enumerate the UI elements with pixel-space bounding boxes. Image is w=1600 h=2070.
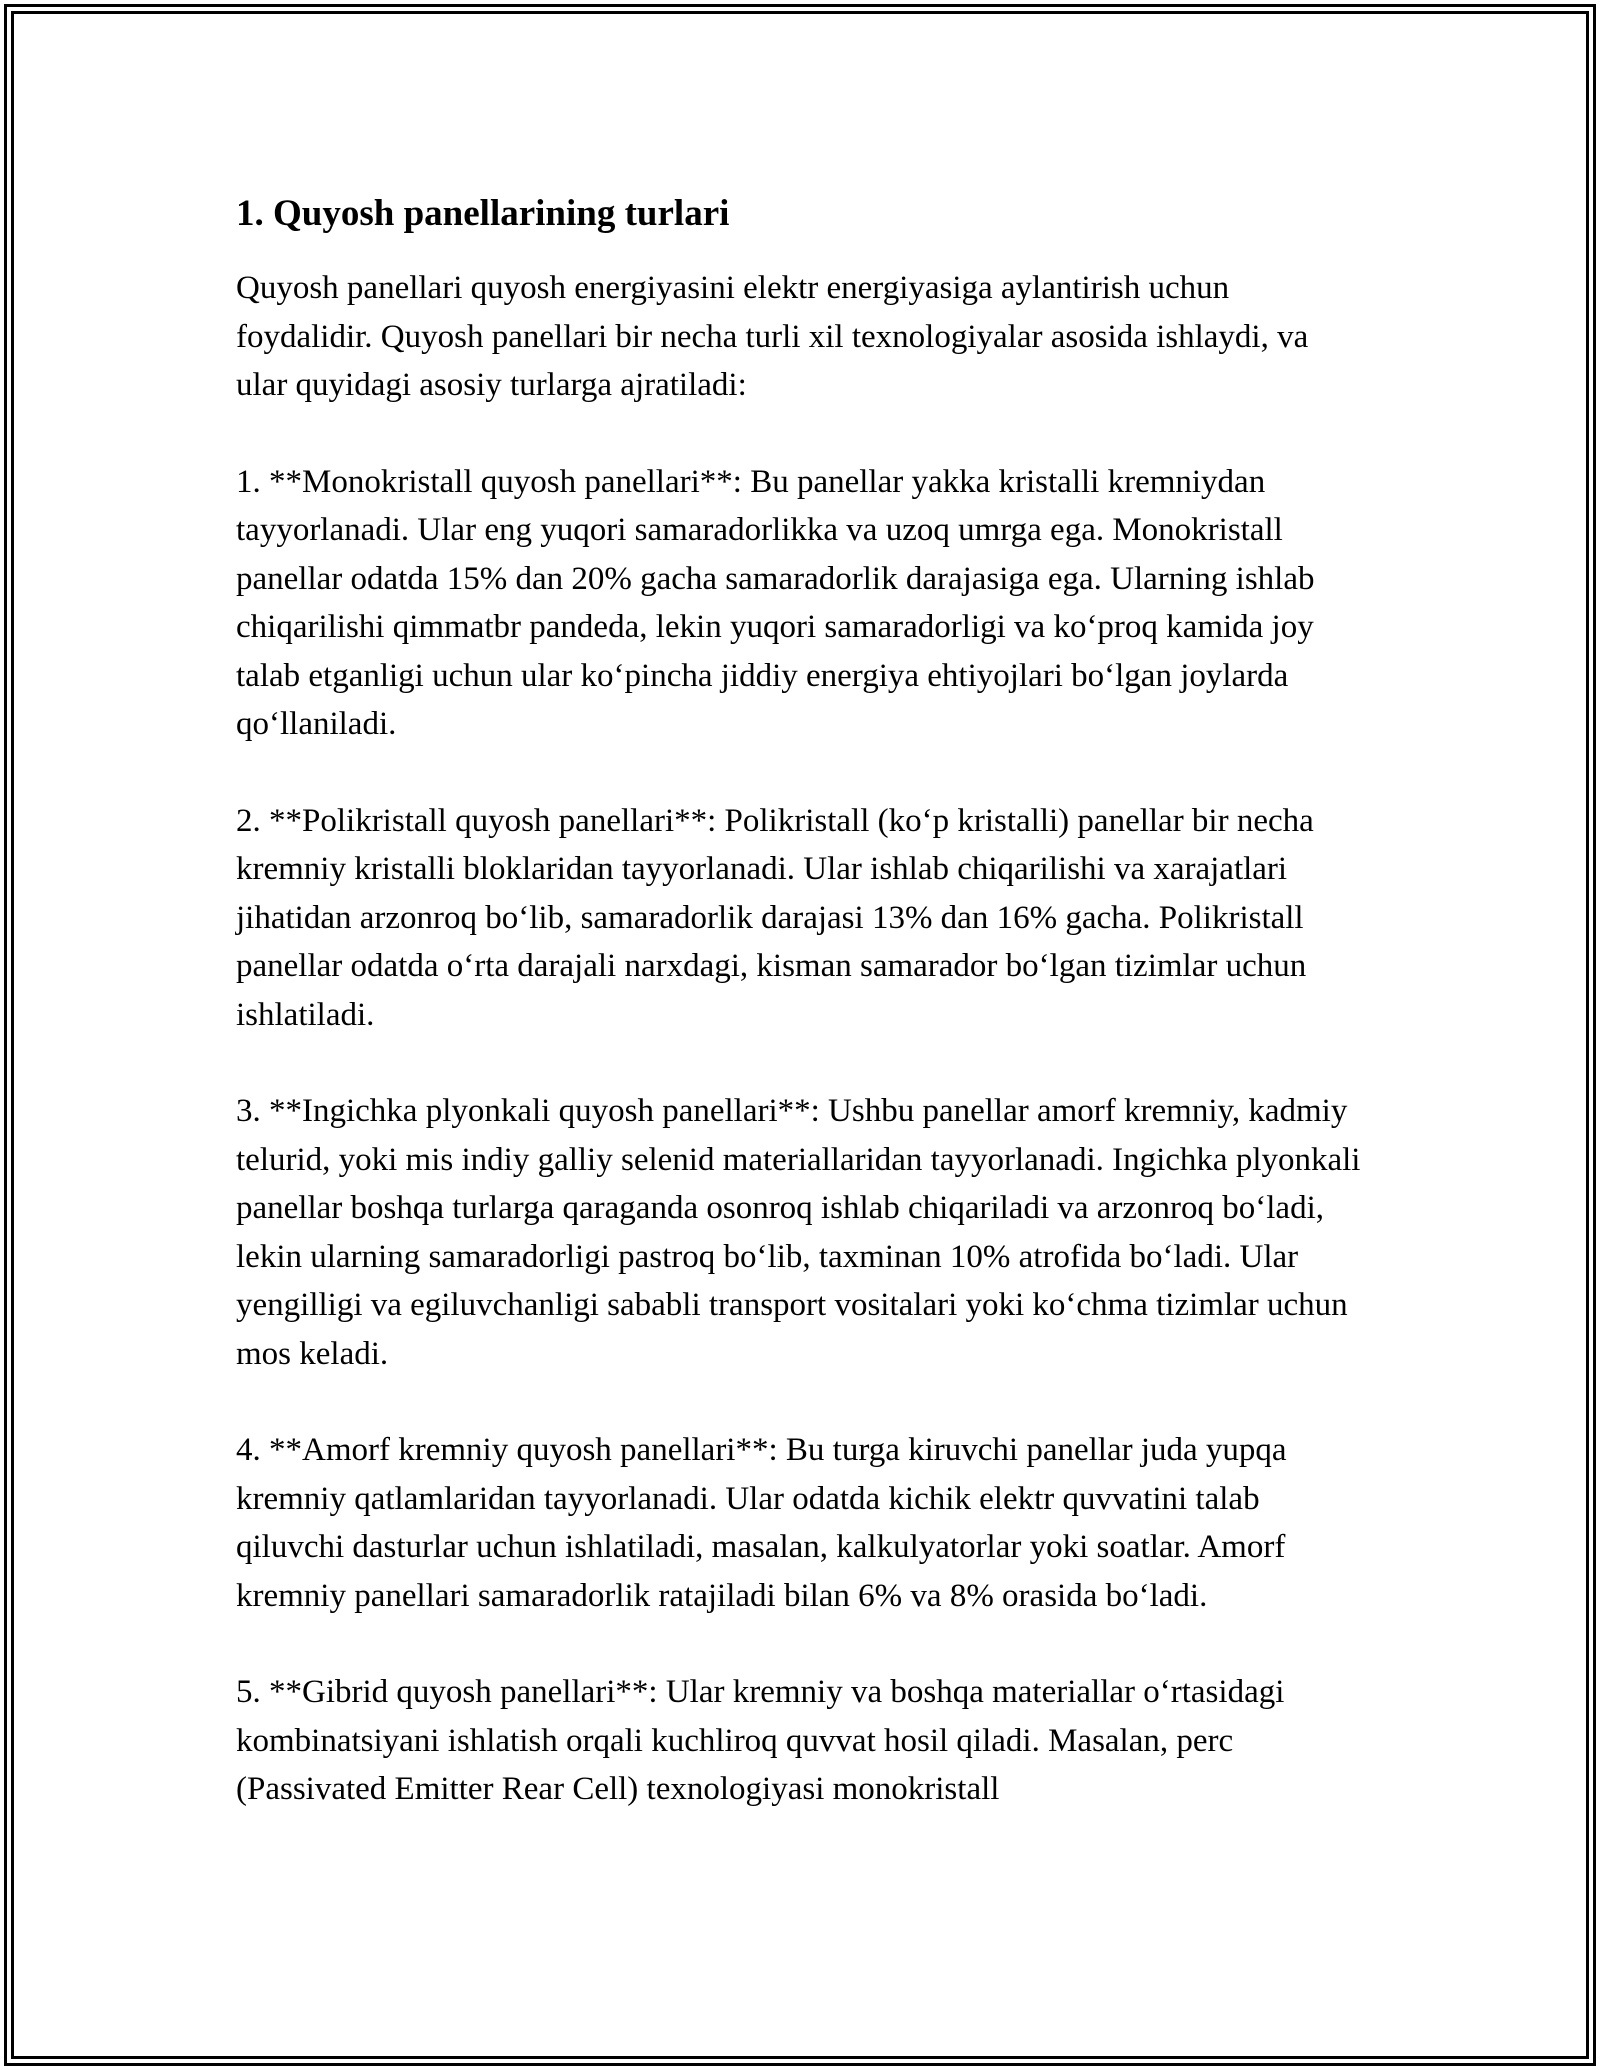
intro-paragraph: Quyosh panellari quyosh energiyasini elektr energiyasiga aylantirish uchun foydalidir. Quyosh panellari bir necha turli xil texnologiyalar asosida ishlaydi, va ular quyidagi asosiy turlarga ajratiladi: (236, 270, 1309, 403)
list-item-monocrystalline: 1. **Monokristall quyosh panellari**: Bu panellar yakka kristalli kremniydan tayyorlanadi. Ular eng yuqori samaradorlikka va uzoq umrga ega. Monokristall panellar odatda 15% dan 20% gacha samaradorlik darajasiga ega. Ularning ishlab chiqarilishi qimmatbr pandeda, lekin yuqori samaradorligi va ko‘proq kamida joy talab etganligi uchun ular ko‘pincha jiddiy energiya ehtiyojlari bo‘lgan joylarda qo‘llaniladi. (236, 463, 1315, 742)
list-item-polycrystalline: 2. **Polikristall quyosh panellari**: Polikristall (ko‘p kristalli) panellar bir necha kremniy kristalli bloklaridan tayyorlanadi. Ular ishlab chiqarilishi va xarajatlari jihatidan arzonroq bo‘lib, samaradorlik darajasi 13% dan 16% gacha. Polikristall panellar odatda o‘rta darajali narxdagi, kisman samarador bo‘lgan tizimlar uchun ishlatiladi. (236, 802, 1314, 1033)
list-item-hybrid: 5. **Gibrid quyosh panellari**: Ular kremniy va boshqa materiallar o‘rtasidagi kombinatsiyani ishlatish orqali kuchliroq quvvat hosil qiladi. Masalan, perc (Passivated Emitter Rear Cell) texnologiyasi monokristall (236, 1674, 1285, 1807)
section-heading: 1. Quyosh panellarining turlari (236, 193, 730, 234)
list-item-amorphous: 4. **Amorf kremniy quyosh panellari**: Bu turga kiruvchi panellar juda yupqa kremniy qatlamlaridan tayyorlanadi. Ular odatda kichik elektr quvvatini talab qiluvchi dasturlar uchun ishlatiladi, masalan, kalkulyatorlar yoki soatlar. Amorf kremniy panellari samaradorlik ratajiladi bilan 6% va 8% orasida bo‘ladi. (236, 1432, 1287, 1614)
document-body (236, 186, 1366, 1814)
list-item-thin-film: 3. **Ingichka plyonkali quyosh panellari**: Ushbu panellar amorf kremniy, kadmiy telurid, yoki mis indiy galliy selenid materiallaridan tayyorlanadi. Ingichka plyonkali panellar boshqa turlarga qaraganda osonroq ishlab chiqariladi va arzonroq bo‘ladi, lekin ularning samaradorligi pastroq bo‘lib, taxminan 10% atrofida bo‘ladi. Ular yengilligi va egiluvchanligi sababli transport vositalari yoki ko‘chma tizimlar uchun mos keladi. (236, 1093, 1361, 1372)
